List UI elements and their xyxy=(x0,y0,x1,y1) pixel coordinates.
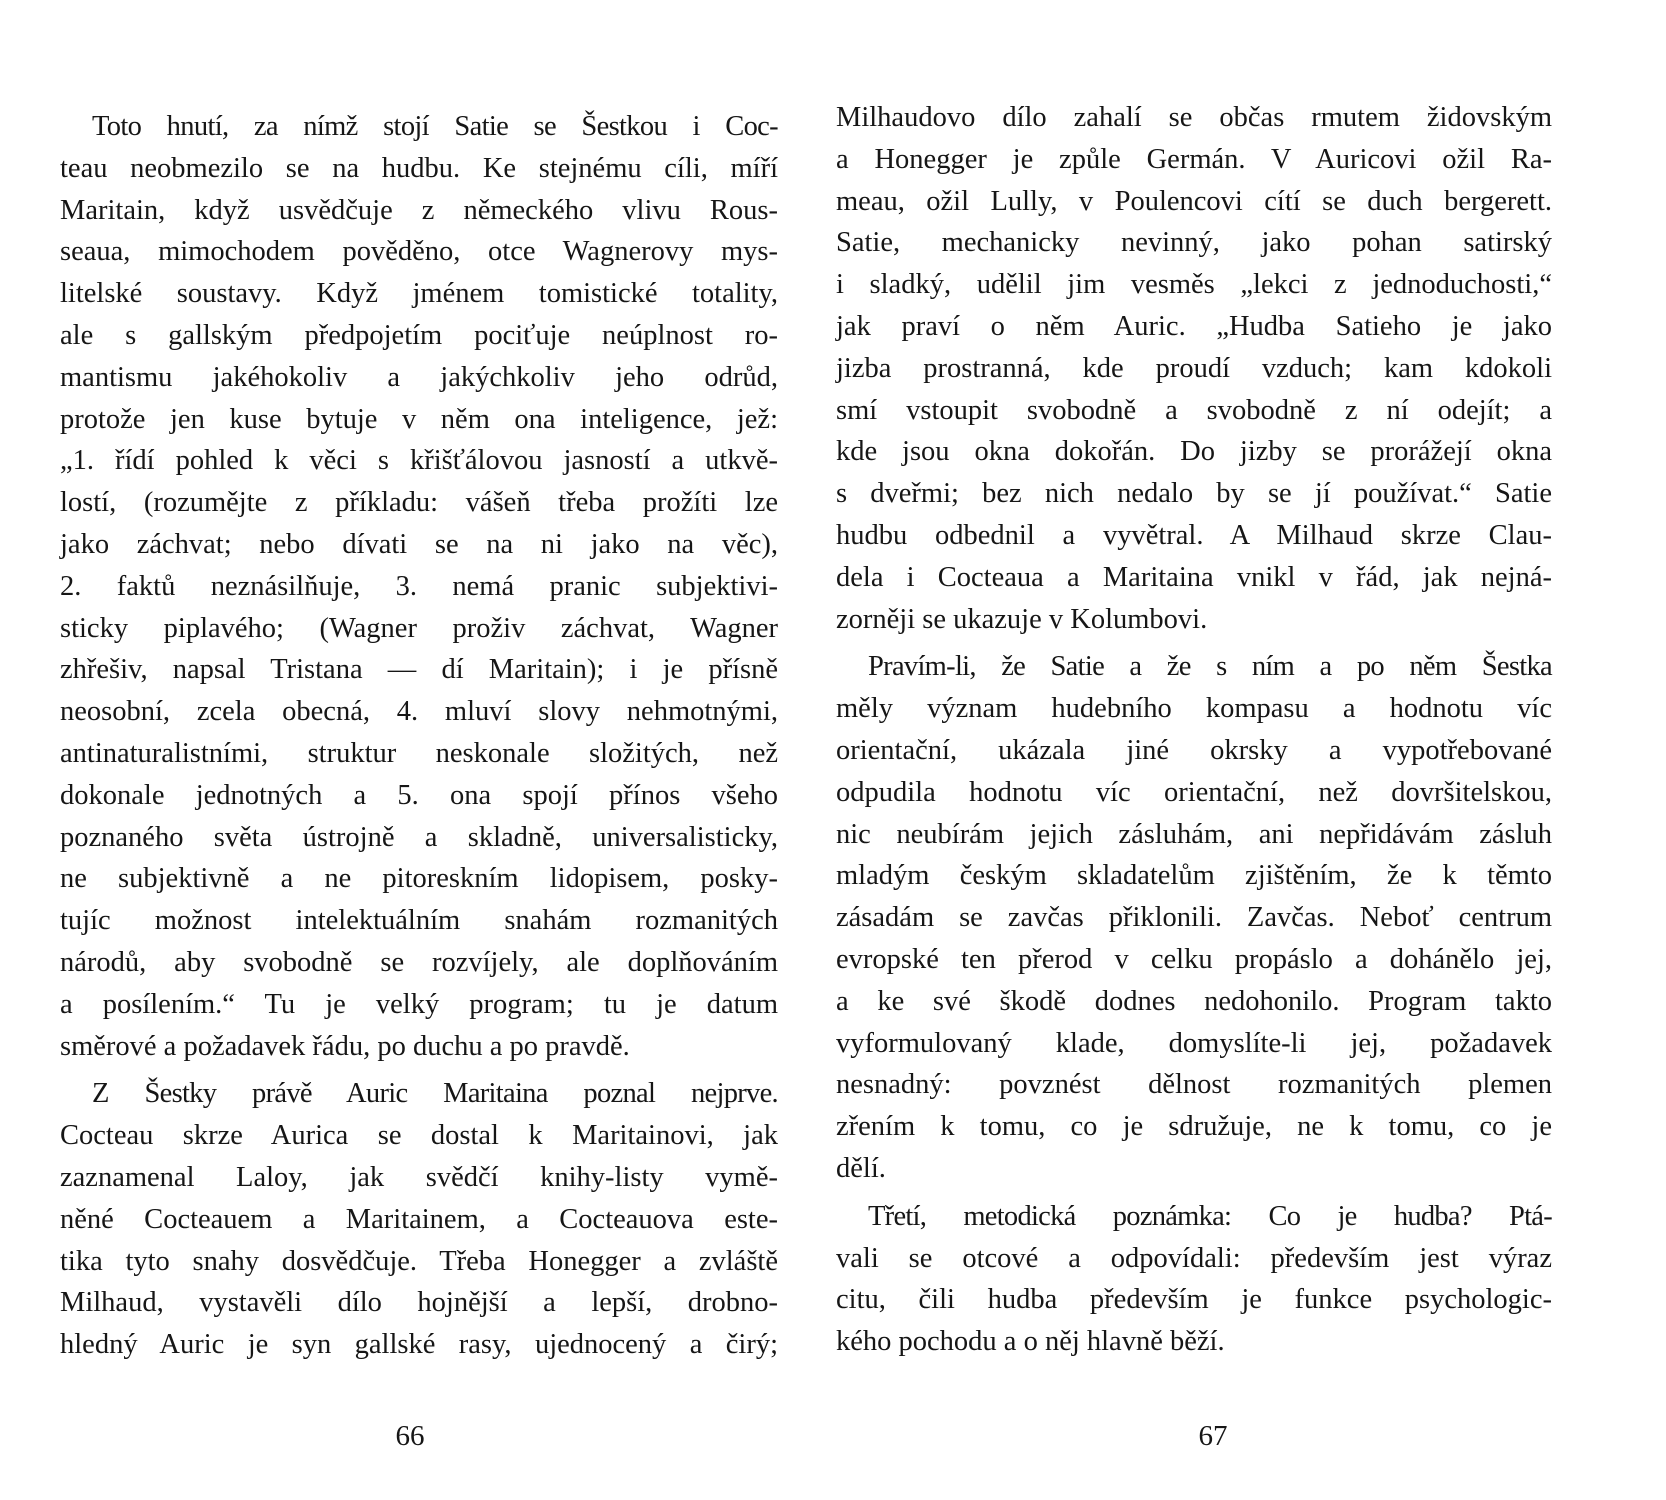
left-page-text xyxy=(60,106,778,1366)
text-line: zřením k tomu, co je sdružuje, ne k tomu, co je xyxy=(836,1111,1552,1143)
text-line: Třetí, metodická poznámka: Co je hudba? Ptá- xyxy=(868,1200,1552,1232)
text-line: sticky piplavého; (Wagner proživ záchvat, Wagner xyxy=(60,612,778,644)
text-line: dělí. xyxy=(836,1152,886,1184)
text-line: s dveřmi; bez nich nedalo by se jí používat.“ Satie xyxy=(836,478,1552,510)
text-line: odpudila hodnotu víc orientační, než dovršitelskou, xyxy=(836,776,1552,808)
text-line: Pravím-li, že Satie a že s ním a po něm Šestka xyxy=(868,651,1552,683)
text-line: směrové a požadavek řádu, po duchu a po pravdě. xyxy=(60,1030,630,1062)
text-line: lostí, (rozumějte z příkladu: vášeň třeba prožíti lze xyxy=(60,487,778,519)
text-line: ne subjektivně a ne pitoreskním lidopisem, posky- xyxy=(60,863,778,895)
paragraph xyxy=(60,1073,778,1366)
text-line: nic neubírám jejich zásluhám, ani nepřidávám zásluh xyxy=(836,818,1552,850)
text-line: protože jen kuse bytuje v něm ona inteligence, jež: xyxy=(60,403,778,435)
text-line: Satie, mechanicky nevinný, jako pohan satirský xyxy=(836,227,1552,259)
text-line: a posílením.“ Tu je velký program; tu je datum xyxy=(60,988,778,1020)
text-line: nesnadný: povznést dělnost rozmanitých plemen xyxy=(836,1069,1552,1101)
text-line: poznaného světa ústrojně a skladně, universalisticky, xyxy=(60,821,778,853)
text-line: teau neobmezilo se na hudbu. Ke stejnému cíli, míří xyxy=(60,152,778,184)
text-line: mladým českým skladatelům zjištěním, že k těmto xyxy=(836,860,1552,892)
text-line: zaznamenal Laloy, jak svědčí knihy-listy vymě- xyxy=(60,1161,778,1193)
text-line: Z Šestky právě Auric Maritaina poznal nejprve. xyxy=(92,1078,778,1110)
text-line: meau, ožil Lully, v Poulencovi cítí se duch bergerett. xyxy=(836,185,1552,217)
text-line: 2. faktů neznásilňuje, 3. nemá pranic subjektivi- xyxy=(60,570,778,602)
text-line: antinaturalistními, struktur neskonale složitých, než xyxy=(60,737,778,769)
text-line: dela i Cocteaua a Maritaina vnikl v řád, jak nejná- xyxy=(836,561,1552,593)
text-line: měly význam hudebního kompasu a hodnotu víc xyxy=(836,693,1552,725)
text-line: smí vstoupit svobodně a svobodně z ní odejít; a xyxy=(836,394,1552,426)
text-line: zásadám se zavčas přiklonili. Zavčas. Neboť centrum xyxy=(836,902,1552,934)
text-line: ale s gallským předpojetím pociťuje neúplnost ro- xyxy=(60,319,778,351)
text-line: Cocteau skrze Aurica se dostal k Maritainovi, jak xyxy=(60,1120,778,1152)
text-line: něné Cocteauem a Maritainem, a Cocteauova este- xyxy=(60,1203,778,1235)
text-line: jizba prostranná, kde proudí vzduch; kam kdokoli xyxy=(836,352,1552,384)
text-line: kého pochodu a o něj hlavně běží. xyxy=(836,1326,1225,1358)
paragraph xyxy=(836,646,1552,1189)
text-line: a ke své škodě dodnes nedohonilo. Program takto xyxy=(836,985,1552,1017)
text-line: vali se otcové a odpovídali: především jest výraz xyxy=(836,1242,1552,1274)
text-line: citu, čili hudba především je funkce psychologic- xyxy=(836,1284,1552,1316)
text-line: evropské ten přerod v celku propáslo a dohánělo jej, xyxy=(836,943,1552,975)
text-line: a Honegger je způle Germán. V Auricovi ožil Ra- xyxy=(836,143,1552,175)
text-line: Maritain, když usvědčuje z německého vlivu Rous- xyxy=(60,194,778,226)
right-page xyxy=(833,0,1666,1500)
text-line: tika tyto snahy dosvědčuje. Třeba Honegger a zvláště xyxy=(60,1245,778,1277)
right-page-text xyxy=(836,97,1552,1363)
paragraph xyxy=(60,106,778,1067)
text-line: seaua, mimochodem pověděno, otce Wagnerovy mys- xyxy=(60,236,778,268)
text-line: orientační, ukázala jiné okrsky a vypotřebované xyxy=(836,734,1552,766)
text-line: jako záchvat; nebo dívati se na ni jako na věc), xyxy=(60,528,778,560)
text-line: „1. řídí pohled k věci s křišťálovou jasností a utkvě- xyxy=(60,445,778,477)
text-line: Toto hnutí, za nímž stojí Satie se Šestkou i Coc- xyxy=(92,111,778,142)
text-line: národů, aby svobodně se rozvíjely, ale doplňováním xyxy=(60,946,778,978)
text-line: Milhaud, vystavěli dílo hojnější a lepší, drobno- xyxy=(60,1287,778,1319)
text-line: hudbu odbednil a vyvětral. A Milhaud skrze Clau- xyxy=(836,519,1552,551)
text-line: vyformulovaný klade, domyslíte-li jej, požadavek xyxy=(836,1027,1552,1059)
text-line: neosobní, zcela obecná, 4. mluví slovy nehmotnými, xyxy=(60,696,778,728)
paragraph xyxy=(836,97,1552,640)
text-line: dokonale jednotných a 5. ona spojí přínos všeho xyxy=(60,779,778,811)
text-line: hledný Auric je syn gallské rasy, ujednocený a čirý; xyxy=(60,1329,778,1361)
page-number: 66 xyxy=(395,1420,425,1452)
text-line: zhřešiv, napsal Tristana — dí Maritain); i je přísně xyxy=(60,654,778,686)
page-number: 67 xyxy=(1198,1420,1228,1452)
text-line: jak praví o něm Auric. „Hudba Satieho je jako xyxy=(836,310,1552,342)
paragraph xyxy=(836,1196,1552,1363)
text-line: mantismu jakéhokoliv a jakýchkoliv jeho odrůd, xyxy=(60,361,778,393)
text-line: Milhaudovo dílo zahalí se občas rmutem židovským xyxy=(836,102,1552,133)
text-line: i sladký, udělil jim vesměs „lekci z jednoduchosti,“ xyxy=(836,269,1552,301)
text-line: litelské soustavy. Když jménem tomistické totality, xyxy=(60,278,778,310)
text-line: zorněji se ukazuje v Kolumbovi. xyxy=(836,603,1208,635)
text-line: kde jsou okna dokořán. Do jizby se prorážejí okna xyxy=(836,436,1552,468)
text-line: tujíc možnost intelektuálním snahám rozmanitých xyxy=(60,905,778,937)
